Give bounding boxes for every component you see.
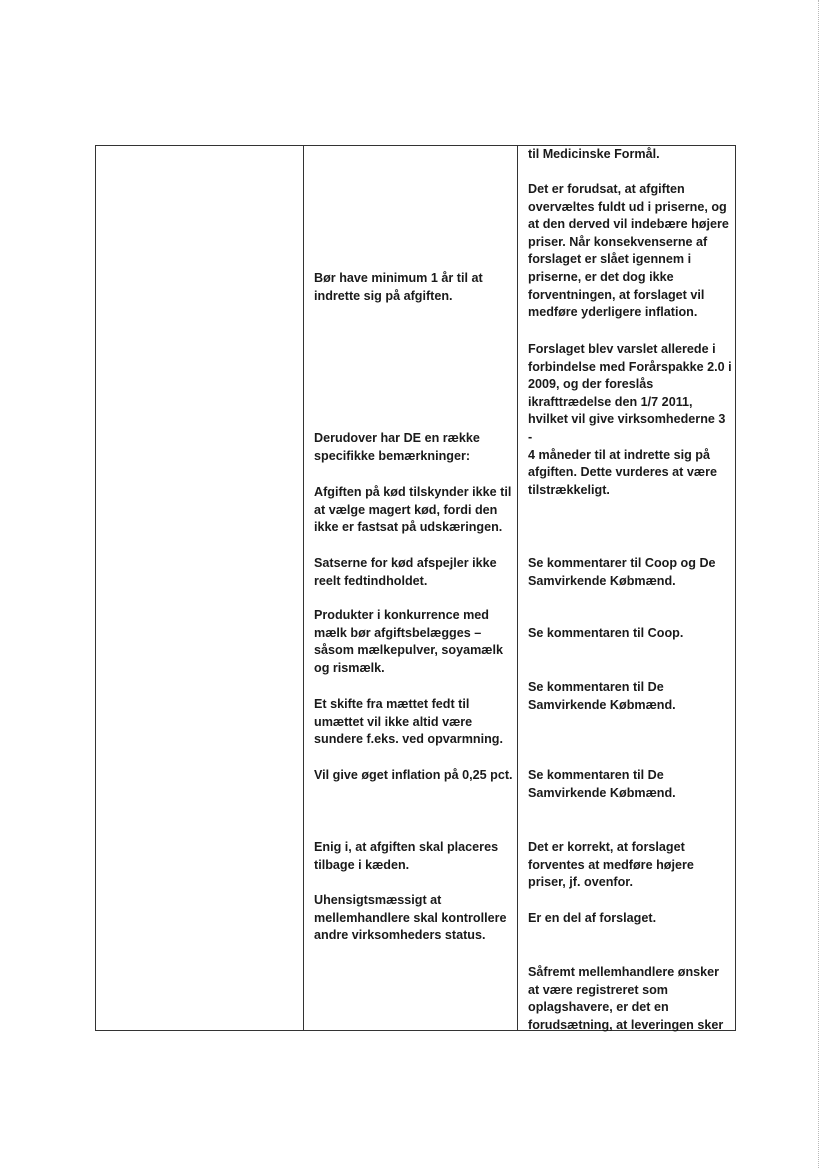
column-divider-2 [517, 145, 518, 1031]
response-text: Forslaget blev varslet allerede i forbindelse med Forårspakke 2.0 i 2009, og der foreslås ikrafttrædelse den 1/7 2011, hvilket vil give virksomhederne 3 - 4 måneder til at indrette sig på afgiften. Dette vurderes at være tilstrækkeligt. [528, 342, 732, 497]
response-text: Såfremt mellemhandlere ønsker at være registreret som oplagshavere, er det en forudsætning, at leveringen sker [528, 965, 724, 1032]
response-text: Se kommentaren til De Samvirkende Købmænd. [528, 768, 676, 800]
comment-text: Afgiften på kød tilskynder ikke til at vælge magert kød, fordi den ikke er fastsat på udskæringen. [314, 485, 512, 535]
comment-text: Vil give øget inflation på 0,25 pct. [314, 768, 513, 782]
response-text: til Medicinske Formål. [528, 147, 660, 161]
comment-text: Bør have minimum 1 år til at indrette sig på afgiften. [314, 271, 483, 303]
comment-text: Enig i, at afgiften skal placeres tilbage i kæden. [314, 840, 499, 872]
comment-text: Produkter i konkurrence med mælk bør afgiftsbelægges – såsom mælkepulver, soyamælk og rismælk. [314, 608, 504, 675]
column-divider-1 [303, 145, 304, 1031]
comment-text: Et skifte fra mættet fedt til umættet vil ikke altid være sundere f.eks. ved opvarmning. [314, 697, 503, 747]
page-edge [817, 0, 819, 1168]
response-text: Det er forudsat, at afgiften overvæltes fuldt ud i priserne, og at den derved vil indebære højere priser. Når konsekvenserne af forslaget er slået igennem i priserne, er det dog ikke forventningen, at forslaget vil medføre yderligere inflation. [528, 182, 729, 320]
response-text: Se kommentarer til Coop og De Samvirkende Købmænd. [528, 556, 716, 588]
comment-text: Satserne for kød afspejler ikke reelt fedtindholdet. [314, 556, 497, 588]
comment-text: Derudover har DE en række specifikke bemærkninger: [314, 431, 480, 463]
response-text: Det er korrekt, at forslaget forventes at medføre højere priser, jf. ovenfor. [528, 840, 694, 890]
response-text: Er en del af forslaget. [528, 911, 657, 925]
comment-text: Uhensigtsmæssigt at mellemhandlere skal kontrollere andre virksomheders status. [314, 893, 507, 943]
response-text: Se kommentaren til Coop. [528, 626, 684, 640]
response-text: Se kommentaren til De Samvirkende Købmænd. [528, 680, 676, 712]
